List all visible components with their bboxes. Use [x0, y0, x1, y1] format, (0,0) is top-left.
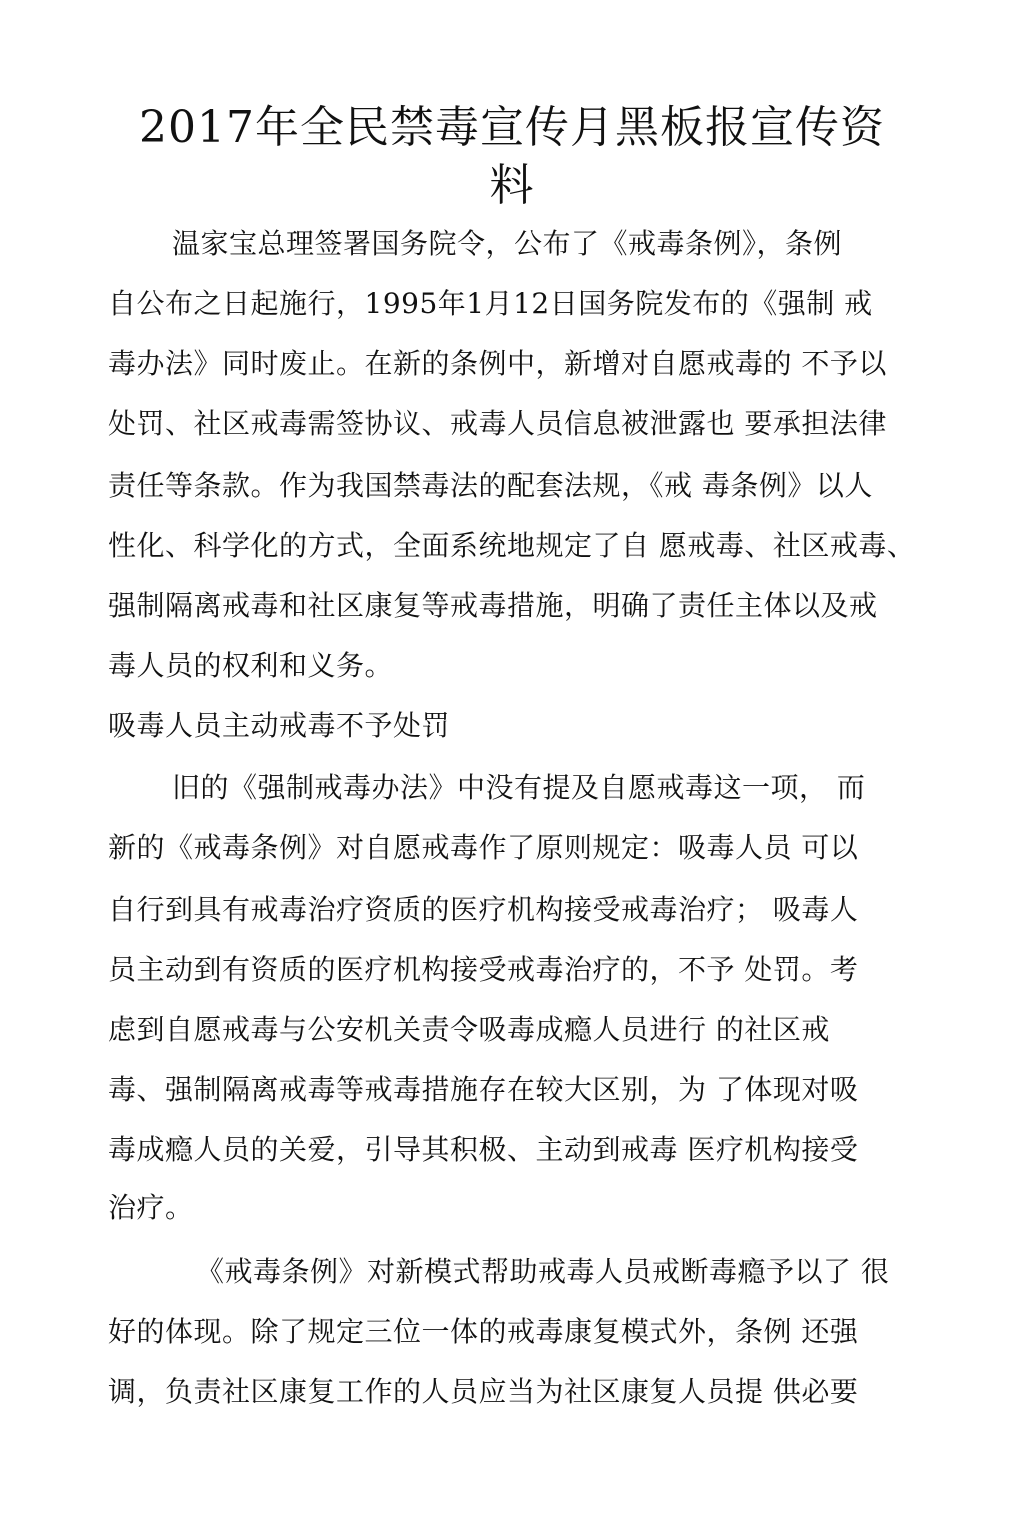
section-heading: 吸毒人员主动戒毒不予处罚 — [108, 709, 451, 742]
paragraph-line: 新的《戒毒条例》对自愿戒毒作了原则规定：吸毒人员 可以 — [108, 831, 859, 864]
paragraph-line: 自公布之日起施行，1995年1月12日国务院发布的《强制 戒 — [108, 287, 873, 320]
paragraph-line: 调，负责社区康复工作的人员应当为社区康复人员提 供必要 — [108, 1375, 859, 1408]
paragraph-line: 治疗。 — [108, 1191, 194, 1224]
paragraph-line: 毒成瘾人员的关爱，引导其积极、主动到戒毒 医疗机构接受 — [108, 1133, 859, 1166]
paragraph-line: 毒办法》同时废止。在新的条例中，新增对自愿戒毒的 不予以 — [108, 347, 887, 380]
paragraph-line: 处罚、社区戒毒需签协议、戒毒人员信息被泄露也 要承担法律 — [108, 407, 887, 440]
paragraph-line: 性化、科学化的方式，全面系统地规定了自 愿戒毒、社区戒毒、 — [108, 529, 916, 562]
paragraph-line: 责任等条款。作为我国禁毒法的配套法规，《戒 毒条例》以人 — [108, 469, 873, 502]
paragraph-line: 强制隔离戒毒和社区康复等戒毒措施，明确了责任主体以及戒 — [108, 589, 878, 622]
paragraph-line: 温家宝总理签署国务院令，公布了《戒毒条例》，条例 — [172, 227, 843, 260]
paragraph-line: 《戒毒条例》对新模式帮助戒毒人员戒断毒瘾予以了 很 — [196, 1255, 890, 1288]
paragraph-line: 毒、强制隔离戒毒等戒毒措施存在较大区别，为 了体现对吸 — [108, 1073, 859, 1106]
document-title-line-2: 料 — [489, 160, 535, 211]
paragraph-line: 自行到具有戒毒治疗资质的医疗机构接受戒毒治疗； 吸毒人 — [108, 893, 859, 926]
paragraph-line: 员主动到有资质的医疗机构接受戒毒治疗的，不予 处罚。考 — [108, 953, 859, 986]
paragraph-line: 毒人员的权利和义务。 — [108, 649, 394, 682]
paragraph-line: 好的体现。除了规定三位一体的戒毒康复模式外，条例 还强 — [108, 1315, 859, 1348]
paragraph-line: 虑到自愿戒毒与公安机关责令吸毒成瘾人员进行 的社区戒 — [108, 1013, 830, 1046]
document-title-line-1: 2017年全民禁毒宣传月黑板报宣传资 — [139, 102, 885, 153]
paragraph-line: 旧的《强制戒毒办法》中没有提及自愿戒毒这一项， 而 — [172, 771, 866, 804]
